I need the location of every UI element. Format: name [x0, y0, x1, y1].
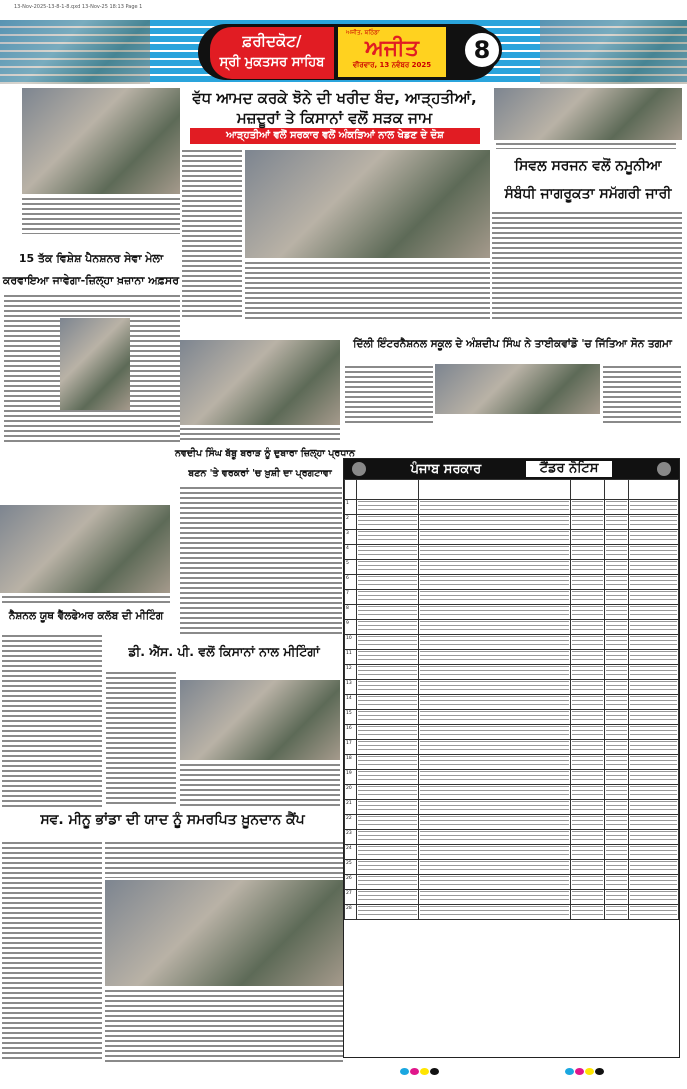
tender-cell — [629, 815, 679, 830]
tender-cell — [357, 515, 419, 530]
tender-cell — [571, 905, 605, 920]
tender-cell — [571, 530, 605, 545]
blood-camp-photo — [105, 880, 343, 986]
tender-cell — [629, 770, 679, 785]
tender-cell — [571, 815, 605, 830]
yellow-mark — [585, 1068, 594, 1075]
tender-cell — [605, 680, 629, 695]
tender-serial: 9 — [345, 620, 357, 635]
tender-cell — [571, 710, 605, 725]
tender-row — [345, 830, 679, 845]
tender-row — [345, 650, 679, 665]
tender-cell — [419, 530, 571, 545]
navdeep-line-1: ਨਵਦੀਪ ਸਿੰਘ ਬੱਬੂ ਬਰਾੜ ਨੂੰ ਦੁਬਾਰਾ ਜ਼ਿਲ੍ਹਾ ਪ੍ਰਧਾਨ — [175, 448, 355, 459]
tender-serial: 24 — [345, 845, 357, 860]
tender-cell — [357, 695, 419, 710]
tender-cell — [419, 905, 571, 920]
tender-cell — [419, 545, 571, 560]
civil-surgeon-photo — [494, 88, 682, 140]
cyan-mark — [400, 1068, 409, 1075]
tender-cell — [419, 755, 571, 770]
tender-cell — [357, 545, 419, 560]
tender-cell — [629, 875, 679, 890]
tender-cell — [419, 605, 571, 620]
tender-cell — [357, 755, 419, 770]
tender-cell — [357, 665, 419, 680]
tender-cell — [357, 530, 419, 545]
tender-cell — [605, 650, 629, 665]
tender-cell — [605, 695, 629, 710]
tender-serial: 16 — [345, 725, 357, 740]
tender-cell — [605, 815, 629, 830]
tender-cell — [605, 560, 629, 575]
tender-row — [345, 890, 679, 905]
photo-caption — [2, 596, 170, 606]
tender-table — [344, 479, 679, 920]
black-mark — [595, 1068, 604, 1075]
tender-cell — [419, 620, 571, 635]
tender-cell — [419, 845, 571, 860]
tender-serial: 5 — [345, 560, 357, 575]
col-serial — [345, 480, 357, 500]
tender-cell — [357, 785, 419, 800]
lead-body-2 — [245, 262, 490, 320]
tender-cell — [571, 860, 605, 875]
edition-line-1: ਫ਼ਰੀਦਕੋਟ/ — [242, 32, 302, 50]
date: ਵੀਰਵਾਰ, 13 ਨਵੰਬਰ 2025 — [352, 61, 432, 69]
tender-cell — [605, 620, 629, 635]
tender-row — [345, 905, 679, 920]
tender-serial: 20 — [345, 785, 357, 800]
tender-cell — [605, 545, 629, 560]
tender-cell — [605, 800, 629, 815]
youth-club-body — [2, 635, 102, 807]
tender-row — [345, 875, 679, 890]
page-number: 8 — [462, 30, 502, 70]
tender-cell — [605, 755, 629, 770]
tender-cell — [571, 830, 605, 845]
tender-cell — [629, 785, 679, 800]
col-department — [357, 480, 419, 500]
felicitation-photo — [180, 340, 340, 425]
tender-row — [345, 605, 679, 620]
navdeep-body — [180, 487, 342, 635]
tender-cell — [629, 800, 679, 815]
civil-headline-line-1: ਸਿਵਲ ਸਰਜਨ ਵਲੋਂ ਨਮੂਨੀਆ — [514, 158, 662, 174]
tender-row — [345, 740, 679, 755]
tender-cell — [419, 515, 571, 530]
dsp-body — [106, 672, 176, 807]
tender-cell — [419, 665, 571, 680]
tender-serial: 22 — [345, 815, 357, 830]
tender-cell — [357, 710, 419, 725]
cyan-mark — [565, 1068, 574, 1075]
tender-serial: 26 — [345, 875, 357, 890]
tender-cell — [357, 590, 419, 605]
tender-cell — [629, 650, 679, 665]
edition-line-2: ਸ੍ਰੀ ਮੁਕਤਸਰ ਸਾਹਿਬ — [219, 55, 325, 70]
tender-cell — [571, 560, 605, 575]
tender-cell — [605, 860, 629, 875]
tender-cell — [571, 680, 605, 695]
tender-cell — [357, 815, 419, 830]
tender-cell — [629, 695, 679, 710]
tender-cell — [605, 575, 629, 590]
tender-cell — [419, 815, 571, 830]
tender-row — [345, 770, 679, 785]
tender-cell — [419, 890, 571, 905]
tender-header — [344, 459, 679, 479]
col-amount — [605, 480, 629, 500]
tender-cell — [419, 830, 571, 845]
tender-cell — [605, 845, 629, 860]
tender-cell — [571, 740, 605, 755]
lead-subheadline: ਆੜ੍ਹਤੀਆਂ ਵਲੋਂ ਸਰਕਾਰ ਵਲੋਂ ਅੰਕੜਿਆਂ ਨਾਲ ਖੇਡਣ ਦੇ ਦੋਸ਼ — [190, 128, 480, 144]
tender-cell — [605, 710, 629, 725]
tender-cell — [605, 770, 629, 785]
tender-row — [345, 530, 679, 545]
tender-serial: 10 — [345, 635, 357, 650]
tender-cell — [357, 680, 419, 695]
tender-cell — [419, 770, 571, 785]
tender-cell — [629, 890, 679, 905]
tender-serial: 27 — [345, 890, 357, 905]
tender-cell — [571, 635, 605, 650]
tender-row — [345, 860, 679, 875]
tender-serial: 13 — [345, 680, 357, 695]
tender-cell — [357, 845, 419, 860]
tender-serial: 8 — [345, 605, 357, 620]
tender-cell — [419, 590, 571, 605]
tender-row — [345, 665, 679, 680]
photo-caption — [180, 428, 340, 440]
tender-cell — [629, 755, 679, 770]
tender-serial: 1 — [345, 500, 357, 515]
tender-cell — [605, 725, 629, 740]
tender-row — [345, 620, 679, 635]
tender-row — [345, 695, 679, 710]
tender-serial: 4 — [345, 545, 357, 560]
blood-camp-body — [2, 842, 102, 1062]
tender-notice — [343, 458, 680, 1058]
tender-serial: 2 — [345, 515, 357, 530]
tender-cell — [629, 845, 679, 860]
lead-headline — [182, 88, 487, 128]
lead-body — [182, 150, 242, 320]
dsp-farmers-photo — [180, 680, 340, 760]
col-work — [419, 480, 571, 500]
black-mark — [430, 1068, 439, 1075]
tender-cell — [629, 665, 679, 680]
tender-cell — [629, 905, 679, 920]
logo-icon — [657, 462, 671, 476]
photo-caption — [496, 143, 676, 149]
tender-row — [345, 710, 679, 725]
tender-cell — [357, 740, 419, 755]
tender-cell — [419, 710, 571, 725]
tender-cell — [571, 785, 605, 800]
blood-camp-body-2 — [105, 842, 343, 878]
tender-cell — [629, 575, 679, 590]
tender-cell — [605, 635, 629, 650]
tender-row — [345, 635, 679, 650]
tender-cell — [419, 725, 571, 740]
lead-headline-line-1: ਵੱਧ ਆਮਦ ਕਰਕੇ ਝੋਨੇ ਦੀ ਖਰੀਦ ਬੰਦ, ਆੜ੍ਹਤੀਆਂ, — [192, 89, 477, 107]
tender-cell — [357, 890, 419, 905]
taekwondo-photo — [435, 364, 600, 414]
tender-cell — [629, 725, 679, 740]
tender-cell — [605, 785, 629, 800]
tender-cell — [357, 725, 419, 740]
tender-serial: 18 — [345, 755, 357, 770]
tender-cell — [571, 650, 605, 665]
tender-cell — [357, 575, 419, 590]
tender-cell — [357, 770, 419, 785]
city: ਅਜੀਤ, ਬਠਿੰਡਾ — [346, 29, 380, 36]
tender-cell — [419, 740, 571, 755]
tender-row — [345, 575, 679, 590]
tender-cell — [605, 530, 629, 545]
tender-cell — [629, 620, 679, 635]
tender-cell — [419, 560, 571, 575]
tender-cell — [571, 845, 605, 860]
tender-cell — [605, 515, 629, 530]
tender-serial: 17 — [345, 740, 357, 755]
tender-cell — [357, 905, 419, 920]
tender-serial: 6 — [345, 575, 357, 590]
govt-emblem-icon — [352, 462, 366, 476]
tender-row — [345, 545, 679, 560]
tender-cell — [571, 755, 605, 770]
tender-cell — [629, 515, 679, 530]
magenta-mark — [410, 1068, 419, 1075]
tender-serial: 25 — [345, 860, 357, 875]
tender-cell — [357, 500, 419, 515]
blood-camp-headline: ਸਵ. ਮੀਨੂ ਭਾਂਡਾ ਦੀ ਯਾਦ ਨੂੰ ਸਮਰਪਿਤ ਖ਼ੂਨਦਾਨ ਕੈਂਪ — [40, 812, 305, 828]
tender-cell — [571, 590, 605, 605]
school-body — [345, 366, 433, 426]
magenta-mark — [575, 1068, 584, 1075]
photo-caption — [22, 198, 180, 234]
tender-cell — [419, 875, 571, 890]
print-slug: 13-Nov-2025-13-8-1-8.qxd 13-Nov-25 18:13 Page 1 — [14, 4, 143, 10]
pension-headline — [0, 248, 182, 292]
tender-cell — [629, 830, 679, 845]
tender-cell — [629, 740, 679, 755]
school-headline: ਦਿੱਲੀ ਇੰਟਰਨੈਸ਼ਨਲ ਸਕੂਲ ਦੇ ਅੰਸ਼ਦੀਪ ਸਿੰਘ ਨੇ ਤਾਈਕਵਾਂਡੋ 'ਚ ਜਿੱਤਿਆ ਸੋਨ ਤਗਮਾ — [353, 338, 672, 350]
tender-cell — [571, 605, 605, 620]
tender-cell — [571, 890, 605, 905]
civil-surgeon-headline — [492, 152, 684, 208]
youth-club-photo — [0, 505, 170, 593]
tender-cell — [357, 605, 419, 620]
tender-cell — [357, 875, 419, 890]
tender-cell — [571, 620, 605, 635]
treasury-officer-photo — [60, 318, 130, 410]
tender-cell — [357, 650, 419, 665]
tender-serial: 11 — [345, 650, 357, 665]
tender-cell — [629, 680, 679, 695]
tender-cell — [419, 650, 571, 665]
tender-cell — [357, 560, 419, 575]
civil-surgeon-body — [492, 212, 682, 320]
tender-row — [345, 590, 679, 605]
tender-cell — [571, 515, 605, 530]
tender-cell — [571, 665, 605, 680]
tender-row — [345, 680, 679, 695]
tender-row — [345, 815, 679, 830]
tender-cell — [605, 830, 629, 845]
tender-cell — [571, 875, 605, 890]
civil-headline-line-2: ਸੰਬੰਧੀ ਜਾਗਰੂਕਤਾ ਸਮੱਗਰੀ ਜਾਰੀ — [504, 186, 672, 202]
tender-cell — [419, 800, 571, 815]
navdeep-line-2: ਬਣਨ 'ਤੇ ਵਰਕਰਾਂ 'ਚ ਖ਼ੁਸ਼ੀ ਦਾ ਪ੍ਰਗਟਾਵਾ — [188, 468, 332, 479]
tender-cell — [419, 860, 571, 875]
gurdwara-image-left — [0, 20, 150, 84]
tender-cell — [629, 605, 679, 620]
punjab-govt-label: ਪੰਜਾਬ ਸਰਕਾਰ — [410, 461, 482, 477]
tender-cell — [629, 590, 679, 605]
road-block-photo — [245, 150, 490, 258]
paper-name: ਅਜੀਤ — [365, 36, 419, 61]
tender-cell — [629, 860, 679, 875]
tender-serial: 15 — [345, 710, 357, 725]
tender-cell — [357, 860, 419, 875]
tender-cell — [629, 530, 679, 545]
tender-cell — [605, 905, 629, 920]
tender-serial: 19 — [345, 770, 357, 785]
tender-serial: 3 — [345, 530, 357, 545]
tender-cell — [419, 575, 571, 590]
tender-cell — [357, 635, 419, 650]
tender-cell — [629, 710, 679, 725]
tender-cell — [571, 800, 605, 815]
tender-serial: 23 — [345, 830, 357, 845]
tender-cell — [571, 575, 605, 590]
navdeep-headline — [175, 444, 355, 484]
tender-cell — [571, 695, 605, 710]
tender-cell — [629, 635, 679, 650]
tender-row — [345, 725, 679, 740]
tender-cell — [419, 785, 571, 800]
tender-cell — [629, 545, 679, 560]
col-contact — [629, 480, 679, 500]
tender-row — [345, 800, 679, 815]
tender-cell — [629, 500, 679, 515]
tender-cell — [605, 875, 629, 890]
tender-serial: 21 — [345, 800, 357, 815]
protest-photo — [22, 88, 180, 194]
tender-cell — [605, 500, 629, 515]
youth-club-headline: ਨੈਸ਼ਨਲ ਯੂਥ ਵੈੱਲਫੇਅਰ ਕਲੱਬ ਦੀ ਮੀਟਿੰਗ — [8, 610, 164, 622]
dsp-body-2 — [180, 764, 340, 808]
tender-row — [345, 845, 679, 860]
blood-camp-body-3 — [105, 990, 343, 1062]
tender-row — [345, 515, 679, 530]
edition-name — [210, 27, 334, 79]
tender-cell — [605, 605, 629, 620]
paper-logo — [338, 27, 446, 77]
tender-cell — [605, 740, 629, 755]
gurdwara-image-right — [540, 20, 687, 84]
tender-notice-title: ਟੈਂਡਰ ਨੋਟਿਸ — [526, 461, 613, 477]
tender-cell — [629, 560, 679, 575]
tender-cell — [419, 500, 571, 515]
tender-cell — [419, 695, 571, 710]
dsp-headline: ਡੀ. ਐੱਸ. ਪੀ. ਵਲੋਂ ਕਿਸਾਨਾਂ ਨਾਲ ਮੀਟਿੰਗਾਂ — [128, 644, 320, 659]
tender-cell — [357, 830, 419, 845]
tender-cell — [605, 890, 629, 905]
tender-row — [345, 755, 679, 770]
tender-cell — [419, 680, 571, 695]
pension-line-2: ਕਰਵਾਇਆ ਜਾਵੇਗਾ-ਜ਼ਿਲ੍ਹਾ ਖ਼ਜ਼ਾਨਾ ਅਫ਼ਸਰ — [2, 274, 180, 287]
school-body-2 — [603, 366, 681, 426]
col-dates — [571, 480, 605, 500]
tender-row — [345, 560, 679, 575]
tender-cell — [419, 635, 571, 650]
lead-headline-line-2: ਮਜ਼ਦੂਰਾਂ ਤੇ ਕਿਸਾਨਾਂ ਵਲੋਂ ਸੜਕ ਜਾਮ — [236, 109, 433, 127]
yellow-mark — [420, 1068, 429, 1075]
tender-row — [345, 500, 679, 515]
tender-cell — [571, 545, 605, 560]
tender-cell — [605, 590, 629, 605]
tender-serial: 12 — [345, 665, 357, 680]
tender-row — [345, 785, 679, 800]
tender-cell — [605, 665, 629, 680]
tender-cell — [571, 770, 605, 785]
tender-serial: 14 — [345, 695, 357, 710]
pension-line-1: 15 ਤੱਕ ਵਿਸ਼ੇਸ਼ ਪੈਨਸ਼ਨਰ ਸੇਵਾ ਮੇਲਾ — [18, 252, 164, 265]
tender-cell — [571, 500, 605, 515]
tender-cell — [571, 725, 605, 740]
tender-serial: 28 — [345, 905, 357, 920]
tender-cell — [357, 620, 419, 635]
tender-serial: 7 — [345, 590, 357, 605]
tender-cell — [357, 800, 419, 815]
